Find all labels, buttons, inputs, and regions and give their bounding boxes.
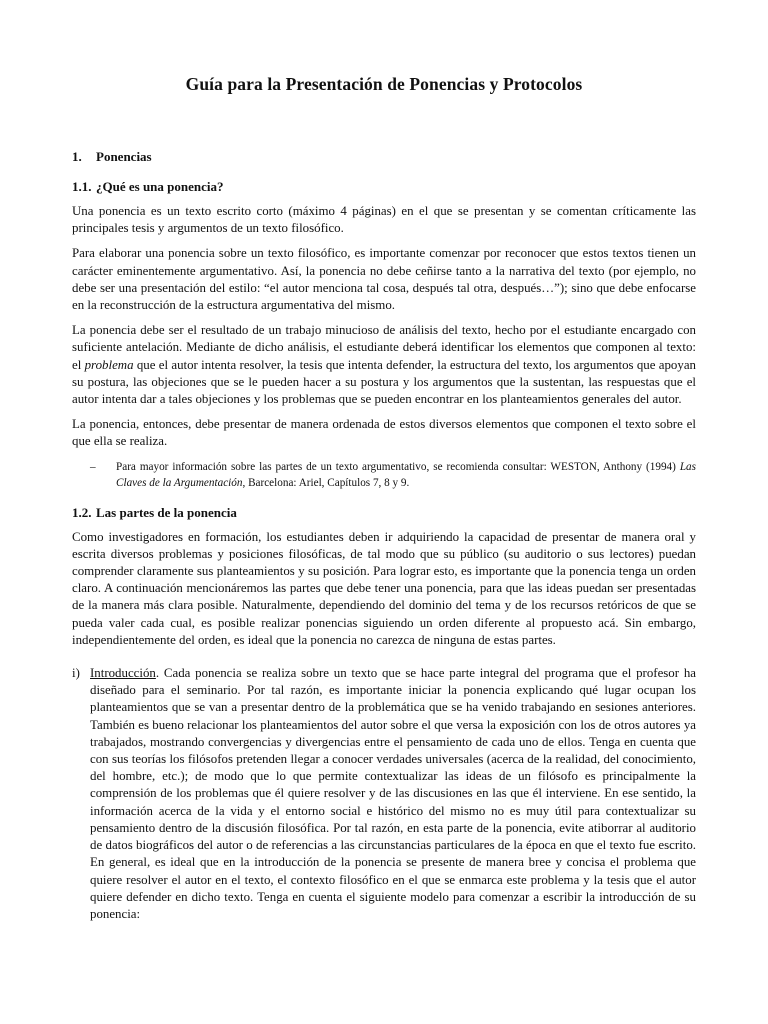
list-item-introduccion: [72, 665, 696, 923]
emphasis-problema: problema: [84, 357, 134, 372]
section-heading-ponencias: [72, 149, 696, 165]
paragraph-definition: Una ponencia es un texto escrito corto (máximo 4 páginas) en el que se presentan y se comentan críticamente las principales tesis y argumentos de un texto filosófico.: [72, 204, 696, 236]
subsection-label: Las partes de la ponencia: [96, 504, 237, 520]
paragraph-parts-intro: Como investigadores en formación, los estudiantes deben ir adquiriendo la capacidad de presentar de manera oral y escrita diversos problemas y posiciones filosóficas, de tal modo que su público (su auditorio o sus lectores) puedan comprender claramente sus planteamientos y su posición. Para lograr esto, es importante que la ponencia tenga un orden claro. A continuación mencionáremos las partes que debe tener una ponencia, para que las ideas puedan ser presentadas de la manera más clara posible. Naturalmente, dependiendo del dominio del tema y de los recursos retóricos de que se pueda valer cada cual, es posible realizar ponencias siguiendo un orden diferente al propuesto acá. Sin embargo, independientemente del orden, es ideal que la ponencia no carezca de ninguna de estas partes.: [72, 529, 696, 647]
item-heading: Introducción: [90, 666, 156, 681]
reference-note: [72, 459, 696, 491]
note-text: [116, 459, 696, 491]
dash-bullet: –: [90, 460, 96, 473]
item-text: . Cada ponencia se realiza sobre un texto que se hace parte integral del programa que el profesor ha diseñado para el seminario. Por tal razón, es importante iniciar la ponencia explicando qué lugar ocupan los planteamientos que se van a presentar dentro de la problemática que se ha venido trabajando en sesiones anteriores. También es bueno relacionar los planteamientos del autor sobre el que versa la exposición con los de otros autores ya trabajados, mostrando convergencias y divergencias entre el pensamiento de cada uno de ellos. Tenga en cuenta que con sus teorías los filósofos pretenden llegar a conocer verdades universales (acerca de la realidad, del conocimiento, del hombre, etc.); de modo que lo que permite contextualizar las ideas de un filósofo es principalmente la comprensión de los problemas que él quiere resolver y de las discusiones en las que él interviene. En ese sentido, la información acerca de la vida y el entorno social e histórico del mismo no es muy útil para contextualizar su pensamiento dentro de la discusión filosófica. Por tal razón, en esta parte de la ponencia, evite atiborrar al auditorio de datos biográficos del autor o de referencias a las circunstancias particulares de la época en que el texto fue escrito. En general, es ideal que en la introducción de la ponencia se presente de manera bree y concisa el problema que quiere resolver el autor en el texto, el contexto filosófico en el que se enmarca este problema y la tesis que el autor quiere defender en dicho texto. Tenga en cuenta el siguiente modelo para comenzar a escribir la introducción de su ponencia:: [90, 666, 696, 921]
subsection-heading-partes: [72, 505, 696, 521]
subsection-number: 1.1.: [72, 179, 92, 194]
subsection-heading-que-es: [72, 179, 696, 195]
paragraph-analysis: [72, 322, 696, 408]
subsection-label: ¿Qué es una ponencia?: [96, 179, 224, 194]
paragraph-summary: La ponencia, entonces, debe presentar de manera ordenada de estos diversos elementos que componen el texto sobre el que ella se realiza.: [72, 417, 696, 449]
section-label: Ponencias: [96, 149, 152, 164]
list-marker: i): [72, 666, 80, 681]
document-title: Guía para la Presentación de Ponencias y Protocolos: [185, 74, 583, 94]
subsection-number: 1.2.: [72, 504, 92, 520]
note-text-part: Para mayor información sobre las partes de un texto argumentativo, se recomienda consultar: WESTON, Anthony (1994): [116, 460, 680, 473]
note-text-part: , Barcelona: Ariel, Capítulos 7, 8 y 9.: [242, 476, 410, 489]
paragraph-text: La ponencia debe ser el resultado de un trabajo minucioso de análisis del texto, hecho por el estudiante encargado con suficiente antelación. Mediante de dicho análisis, el estudiante deberá identificar los elementos que componen al texto: el: [72, 323, 696, 372]
section-number: 1.: [72, 149, 82, 164]
paragraph-argumentative: Para elaborar una ponencia sobre un texto filosófico, es importante comenzar por reconocer que estos textos tienen un carácter eminentemente argumentativo. Así, la ponencia no debe ceñirse tanto a la narrativa del texto (por ejemplo, no debe ser una presentación del estilo: “el autor menciona tal cosa, después tal otra, después…”); sino que debe enfocarse en la reconstrucción de la estructura argumentativa del mismo.: [72, 246, 696, 313]
paragraph-text: que el autor intenta resolver, la tesis que intenta defender, la estructura del texto, los argumentos que apoyan su postura, las objeciones que se le pueden hacer a su postura y los argumentos que la sustentan, las respuestas que el autor intenta dar a tales objeciones y los problemas que se pueden encontrar en los planteamientos generales del autor.: [72, 357, 696, 407]
book-title: Las Claves de la Argumentación: [116, 460, 696, 489]
